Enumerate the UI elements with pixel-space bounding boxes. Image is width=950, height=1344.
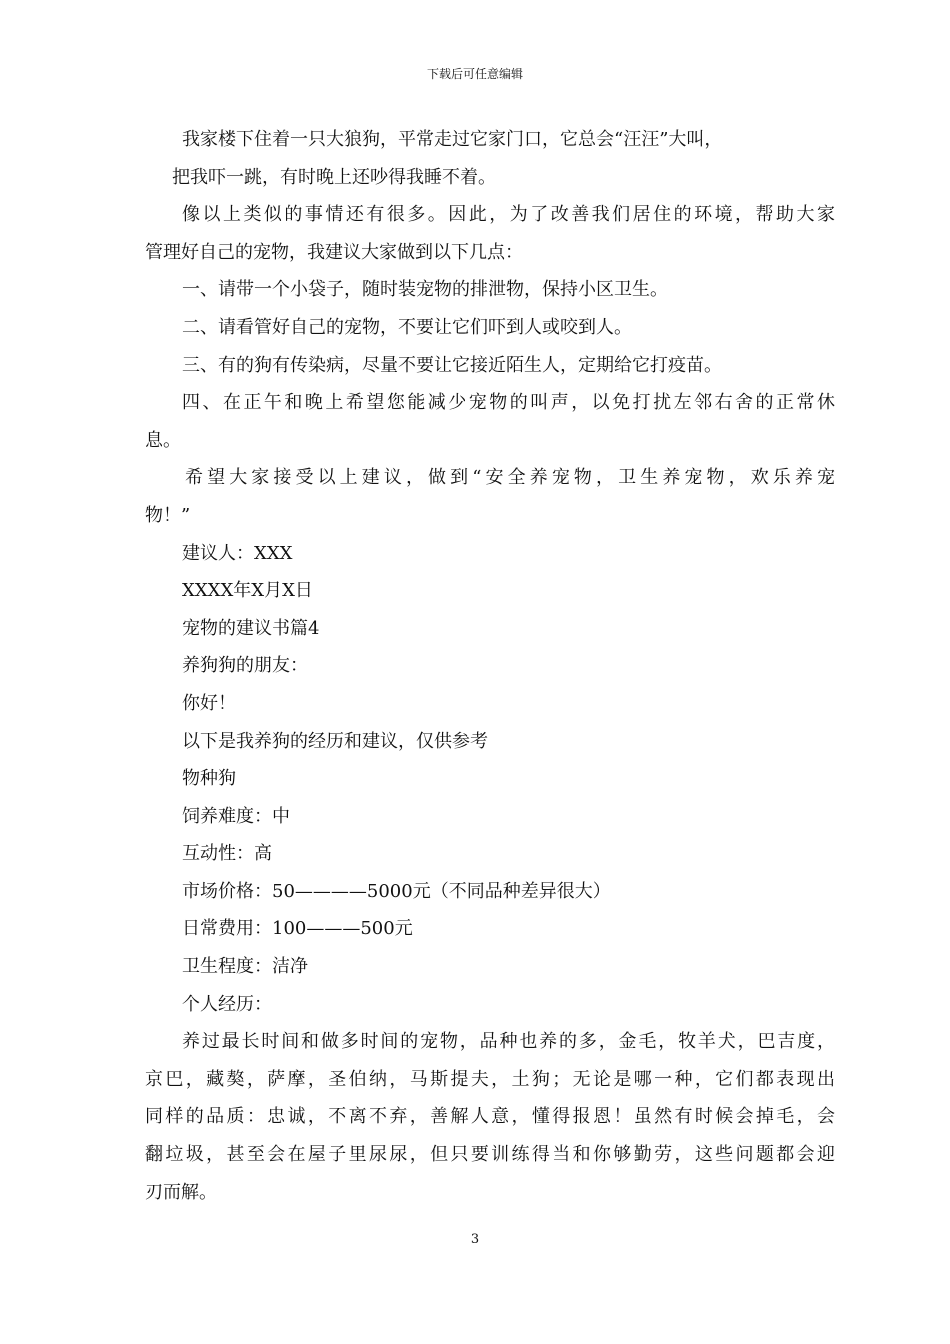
document-body	[145, 121, 835, 1211]
text-line: 管理好自己的宠物，我建议大家做到以下几点：	[145, 241, 523, 263]
text-line: 把我吓一跳，有时晚上还吵得我睡不着。	[172, 166, 496, 188]
text-line: 养狗狗的朋友：	[182, 655, 308, 677]
text-line: 饲养难度：中	[182, 805, 290, 827]
text-line: XXXX年X月X日	[182, 580, 313, 602]
page-header: 下载后可任意编辑	[426, 67, 523, 81]
text-line: 物！”	[145, 504, 191, 526]
text-line: 同样的品质：忠诚，不离不弃，善解人意，懂得报恩！虽然有时候会掉毛，会	[145, 1106, 835, 1128]
text-line: 互动性：高	[182, 843, 272, 865]
page-number: 3	[470, 1232, 480, 1247]
text-line: 养过最长时间和做多时间的宠物，品种也养的多，金毛，牧羊犬，巴吉度，	[182, 1031, 835, 1053]
text-line: 你好！	[182, 692, 236, 714]
text-line: 我家楼下住着一只大狼狗，平常走过它家门口，它总会“汪汪”大叫，	[182, 129, 723, 150]
text-line: 息。	[145, 429, 181, 451]
text-line: 卫生程度：洁净	[182, 956, 308, 978]
text-line: 以下是我养狗的经历和建议，仅供参考	[182, 730, 488, 752]
text-line: 物种狗	[182, 768, 236, 790]
text-line: 个人经历：	[182, 993, 272, 1015]
text-line: 一、请带一个小袋子，随时装宠物的排泄物，保持小区卫生。	[182, 279, 668, 301]
text-line: 京巴，藏獒，萨摩，圣伯纳，马斯提夫，土狗；无论是哪一种，它们都表现出	[145, 1068, 835, 1090]
text-line: 刃而解。	[145, 1181, 217, 1203]
section-title: 宠物的建议书篇4	[182, 617, 320, 639]
text-line: 三、有的狗有传染病，尽量不要让它接近陌生人，定期给它打疫苗。	[182, 354, 722, 376]
text-line: 希望大家接受以上建议，做到“安全养宠物，卫生养宠物，欢乐养宠	[185, 467, 835, 489]
text-line: 市场价格：50————5000元（不同品种差异很大）	[182, 880, 611, 902]
text-line: 像以上类似的事情还有很多。因此，为了改善我们居住的环境，帮助大家	[182, 204, 835, 226]
text-line: 日常费用：100———500元	[182, 918, 413, 940]
text-line: 二、请看管好自己的宠物，不要让它们吓到人或咬到人。	[182, 316, 632, 338]
text-line: 建议人：XXX	[182, 542, 293, 564]
text-line: 四、在正午和晚上希望您能减少宠物的叫声，以免打扰左邻右舍的正常休	[182, 392, 835, 414]
text-line: 翻垃圾，甚至会在屋子里尿尿，但只要训练得当和你够勤劳，这些问题都会迎	[145, 1144, 835, 1166]
